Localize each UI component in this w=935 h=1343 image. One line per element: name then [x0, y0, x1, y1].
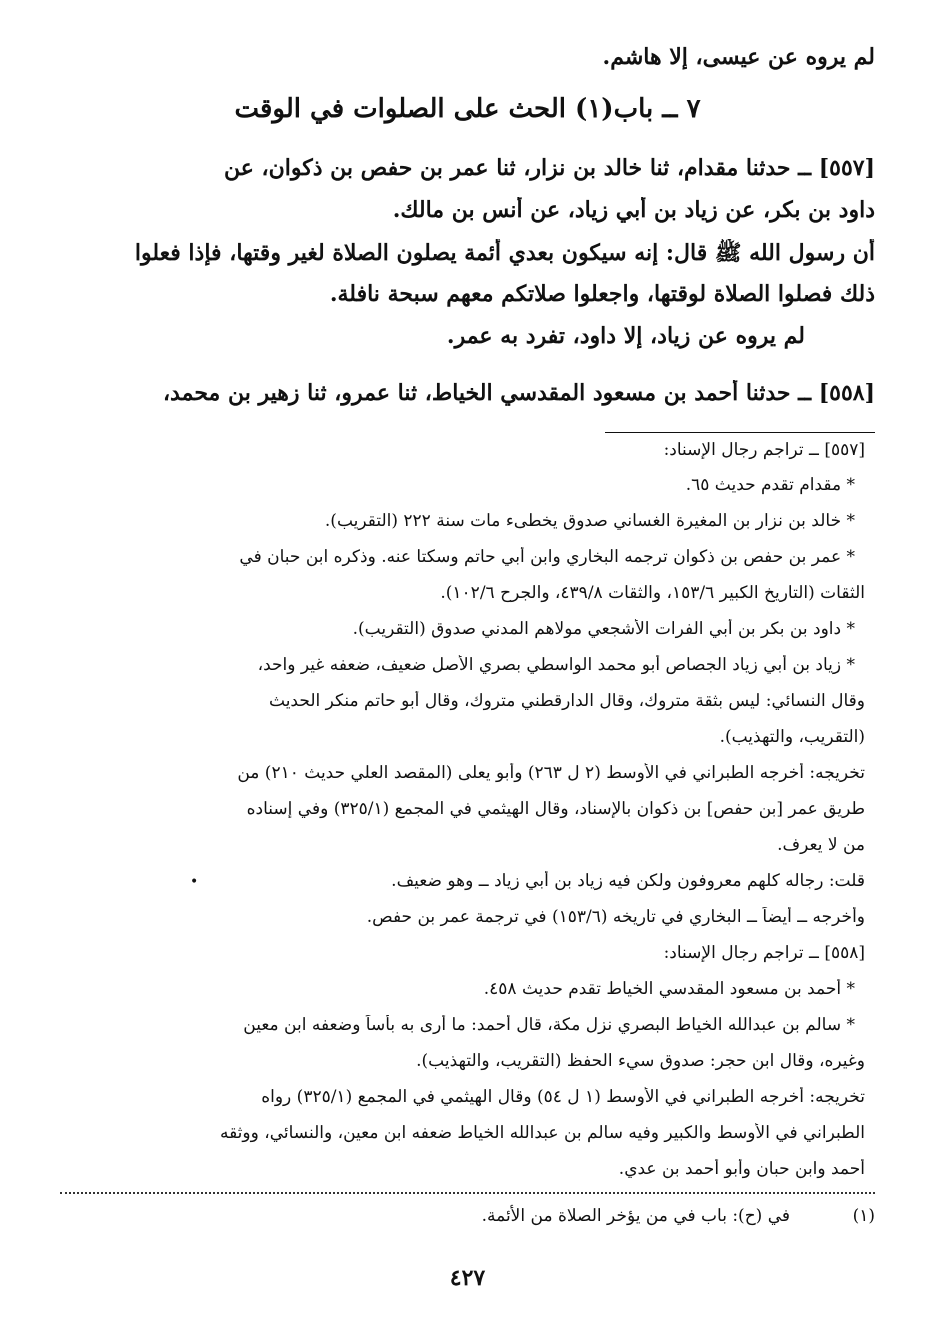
note-line-7: * زياد بن أبي زياد الجصاص أبو محمد الواسطي بصري الأصل ضعيف، ضعفه غير واحد، — [257, 655, 855, 675]
note-line-16: * أحمد بن مسعود المقدسي الخياط تقدم حديث ٤٥٨. — [483, 979, 855, 999]
note-line-13: قلت: رجاله كلهم معروفون ولكن فيه زياد بن أبي زياد ــ وهو ضعيف. — [391, 871, 865, 891]
footnote-text: في (ح): باب في من يؤخر الصلاة من الأئمة. — [481, 1206, 790, 1226]
hadith-558-line-1: [٥٥٨] ــ حدثنا أحمد بن مسعود المقدسي الخياط، ثنا عمرو، ثنا زهير بن محمد، — [162, 380, 875, 406]
note-line-19: تخريجه: أخرجه الطبراني في الأوسط (١ ل ٥٤) وقال الهيثمي في المجمع (٣٢٥/١) رواه — [261, 1087, 865, 1107]
note-line-2: * مقدام تقدم حديث ٦٥. — [685, 475, 855, 495]
main-line-1: لم يروه عن عيسى، إلا هاشم. — [602, 44, 875, 70]
hadith-557-line-1: [٥٥٧] ــ حدثنا مقدام، ثنا خالد بن نزار، ثنا عمر بن حفص بن ذكوان، عن — [223, 155, 875, 181]
note-line-9: (التقريب، والتهذيب). — [719, 727, 865, 747]
note-line-5: الثقات (التاريخ الكبير ١٥٣/٦، والثقات ٤٣٩/٨، والجرح ١٠٢/٦). — [440, 583, 865, 603]
footnote-separator — [60, 1192, 875, 1194]
note-line-4: * عمر بن حفص بن ذكوان ترجمه البخاري وابن أبي حاتم وسكتا عنه. وذكره ابن حبان في — [239, 547, 855, 567]
hadith-557-line-5: لم يروه عن زياد، إلا داود، تفرد به عمر. — [446, 323, 805, 349]
hadith-557-line-3: أن رسول الله ﷺ قال: إنه سيكون بعدي أئمة يصلون الصلاة لغير وقتها، فإذا فعلوا — [134, 240, 875, 266]
note-line-3: * خالد بن نزار بن المغيرة الغساني صدوق يخطىء مات سنة ٢٢٢ (التقريب). — [324, 511, 855, 531]
notes-separator — [605, 432, 875, 433]
note-line-17: * سالم بن عبدالله الخياط البصري نزل مكة، قال أحمد: ما أرى به بأساً وضعفه ابن معين — [243, 1015, 855, 1035]
hadith-557-line-4: ذلك فصلوا الصلاة لوقتها، واجعلوا صلاتكم معهم سبحة نافلة. — [329, 281, 875, 307]
note-line-1: [٥٥٧] ــ تراجم رجال الإسناد: — [663, 440, 865, 460]
note-line-21: أحمد وابن حبان وأبو أحمد بن عدي. — [618, 1159, 865, 1179]
hadith-557-line-2: داود بن بكر، عن زياد بن أبي زياد، عن أنس بن مالك. — [392, 197, 875, 223]
note-line-11: طريق عمر [بن حفص] بن ذكوان بالإسناد، وقال الهيثمي في المجمع (٣٢٥/١) وفي إسناده — [246, 799, 865, 819]
note-line-12: من لا يعرف. — [777, 835, 865, 855]
note-line-18: وغيره، وقال ابن حجر: صدوق سيء الحفظ (التقريب، والتهذيب). — [416, 1051, 865, 1071]
note-line-8: وقال النسائي: ليس بثقة متروك، وقال الدارقطني متروك، وقال أبو حاتم منكر الحديث — [269, 691, 865, 711]
note-line-10: تخريجه: أخرجه الطبراني في الأوسط (٢ ل ٢٦٣) وأبو يعلى (المقصد العلي حديث ٢١٠) من — [237, 763, 865, 783]
note-line-15: [٥٥٨] ــ تراجم رجال الإسناد: — [663, 943, 865, 963]
note-line-14: وأخرجه ــ أيضاً ــ البخاري في تاريخه (١٥٣/٦) في ترجمة عمر بن حفص. — [366, 907, 865, 927]
chapter-heading: ٧ ــ باب(١) الحث على الصلوات في الوقت — [234, 94, 701, 124]
margin-mark: • — [190, 874, 199, 890]
note-line-6: * داود بن بكر بن أبي الفرات الأشجعي مولاهم المدني صدوق (التقريب). — [352, 619, 855, 639]
footnote-number: (١) — [852, 1206, 875, 1226]
page-number: ٤٢٧ — [449, 1265, 486, 1291]
note-line-20: الطبراني في الأوسط والكبير وفيه سالم بن عبدالله الخياط ضعفه ابن معين، والنسائي، ووثقه — [219, 1123, 865, 1143]
